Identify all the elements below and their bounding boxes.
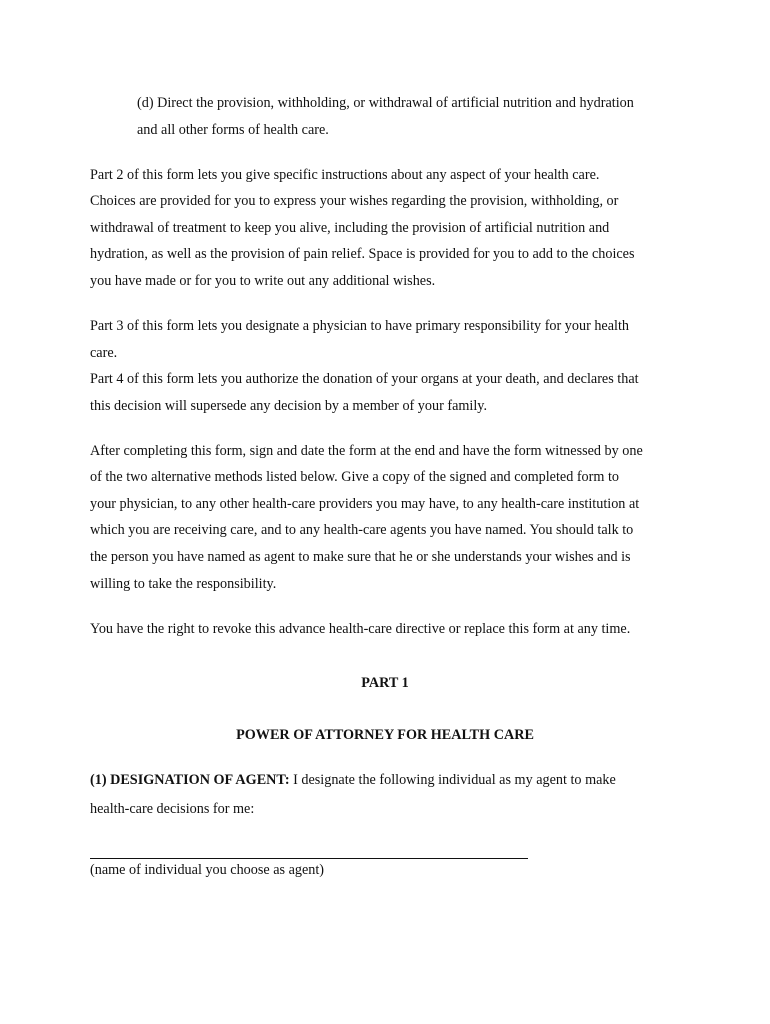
agent-name-field[interactable] — [90, 858, 528, 859]
designation-line-1 — [90, 771, 616, 789]
revoke-paragraph: You have the right to revoke this advance health-care directive or replace this form at any time. — [90, 621, 631, 637]
paragraph-line: After completing this form, sign and date the form at the end and have the form witnessed by one — [90, 443, 643, 459]
paragraph-line: which you are receiving care, and to any health-care agents you have named. You should talk to — [90, 522, 634, 538]
paragraph-line: withdrawal of treatment to keep you alive, including the provision of artificial nutrition and — [90, 220, 610, 236]
paragraph-line: Part 2 of this form lets you give specific instructions about any aspect of your health care. — [90, 167, 600, 183]
paragraph-line: your physician, to any other health-care providers you may have, to any health-care institution at — [90, 496, 640, 512]
item-d-line-1: (d) Direct the provision, withholding, or withdrawal of artificial nutrition and hydration — [137, 95, 634, 111]
designation-text: I designate the following individual as my agent to make — [293, 772, 616, 788]
agent-name-caption: (name of individual you choose as agent) — [90, 862, 325, 878]
paragraph-line: Part 4 of this form lets you authorize the donation of your organs at your death, and declares that — [90, 371, 639, 387]
paragraph-line: you have made or for you to write out any additional wishes. — [90, 273, 436, 289]
paragraph-line: this decision will supersede any decision by a member of your family. — [90, 398, 488, 414]
item-d-line-2: and all other forms of health care. — [137, 122, 329, 138]
paragraph-line: care. — [90, 345, 118, 361]
paragraph-line: willing to take the responsibility. — [90, 576, 277, 592]
paragraph-line: Choices are provided for you to express your wishes regarding the provision, withholding, or — [90, 193, 619, 209]
designation-line-2: health-care decisions for me: — [90, 801, 255, 817]
paragraph-line: of the two alternative methods listed below. Give a copy of the signed and completed form to — [90, 469, 619, 485]
paragraph-line: Part 3 of this form lets you designate a physician to have primary responsibility for your health — [90, 318, 630, 334]
paragraph-line: hydration, as well as the provision of pain relief. Space is provided for you to add to the choices — [90, 246, 635, 262]
paragraph-line: the person you have named as agent to make sure that he or she understands your wishes and is — [90, 549, 631, 565]
part1-heading: PART 1 — [361, 675, 409, 691]
designation-label: (1) DESIGNATION OF AGENT: — [90, 772, 290, 788]
part1-title: POWER OF ATTORNEY FOR HEALTH CARE — [236, 727, 534, 743]
